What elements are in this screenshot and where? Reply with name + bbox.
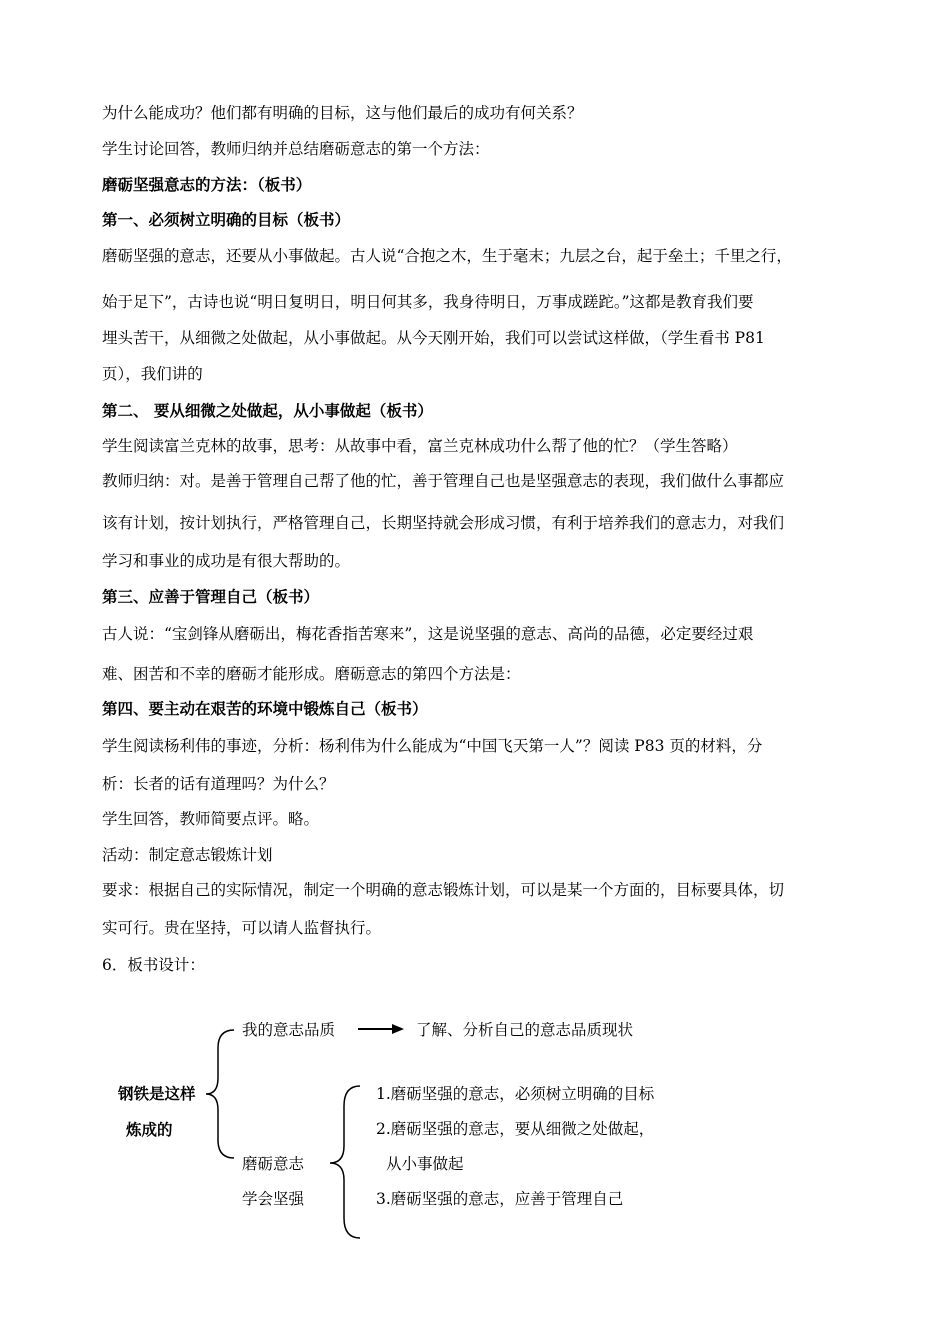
paragraph-line: 析：长者的话有道理吗？为什么？ (102, 775, 335, 793)
arrow-head (392, 1024, 404, 1034)
paragraph-line: 要求：根据自己的实际情况，制定一个明确的意志锻炼计划，可以是某一个方面的，目标要具体，切 (102, 881, 785, 899)
diagram-root-title: 钢铁是这样 (118, 1084, 196, 1103)
paragraph-line: 磨砺坚强的意志，还要从小事做起。古人说“合抱之木，生于毫末；九层之台，起于垒土；千里之行， (102, 247, 792, 265)
section-heading: 第四、要主动在艰苦的环境中锻炼自己（板书） (102, 699, 428, 718)
diagram-list-item: 1.磨砺坚强的意志，必须树立明确的目标 (376, 1085, 655, 1103)
paragraph-line: 学习和事业的成功是有很大帮助的。 (102, 552, 351, 570)
paragraph-line: 古人说：“宝剑锋从磨砺出，梅花香指苦寒来”，这是说坚强的意志、高尚的品德，必定要经过艰 (102, 625, 754, 643)
diagram-branch-label: 我的意志品质 (242, 1021, 336, 1039)
paragraph-line: 学生阅读杨利伟的事迹，分析：杨利伟为什么能成为“中国飞天第一人”？阅读 P83 页的材料，分 (102, 737, 763, 755)
diagram-root-title: 炼成的 (126, 1120, 173, 1139)
outer-brace (206, 1030, 234, 1158)
diagram-list-item: 2.磨砺坚强的意志，要从细微之处做起， (376, 1120, 655, 1138)
section-heading: 第二、 要从细微之处做起，从小事做起（板书） (102, 401, 433, 420)
paragraph-line: 学生阅读富兰克林的故事，思考：从故事中看，富兰克林成功什么帮了他的忙？（学生答略） (102, 437, 738, 455)
paragraph-line: 教师归纳：对。是善于管理自己帮了他的忙，善于管理自己也是坚强意志的表现，我们做什么事都应 (102, 472, 785, 490)
paragraph-line: 活动：制定意志锻炼计划 (102, 846, 273, 864)
section-heading: 第三、应善于管理自己（板书） (102, 587, 320, 606)
paragraph-line: 页），我们讲的 (102, 365, 203, 383)
diagram-list-item: 从小事做起 (386, 1155, 464, 1173)
paragraph-line: 难、困苦和不幸的磨砺才能形成。磨砺意志的第四个方法是： (102, 665, 521, 683)
section-heading: 第一、必须树立明确的目标（板书） (102, 210, 351, 229)
paragraph-line: 实可行。贵在坚持，可以请人监督执行。 (102, 919, 382, 937)
paragraph-line: 6．板书设计： (102, 956, 205, 974)
paragraph-line: 始于足下”，古诗也说“明日复明日，明日何其多，我身待明日，万事成蹉跎。”这都是教育我们要 (102, 293, 754, 311)
paragraph-line: 为什么能成功？他们都有明确的目标，这与他们最后的成功有何关系？ (102, 104, 583, 122)
diagram-list-item: 3.磨砺坚强的意志，应善于管理自己 (376, 1190, 624, 1208)
diagram-branch-label: 学会坚强 (242, 1190, 305, 1208)
section-heading: 磨砺坚强意志的方法：（板书） (102, 175, 312, 194)
paragraph-line: 学生回答，教师简要点评。略。 (102, 810, 320, 828)
paragraph-line: 该有计划，按计划执行，严格管理自己，长期坚持就会形成习惯，有利于培养我们的意志力，对我们 (102, 514, 785, 532)
diagram-branch-label: 磨砺意志 (242, 1155, 305, 1173)
diagram-branch-result: 了解、分析自己的意志品质现状 (416, 1021, 634, 1039)
paragraph-line: 埋头苦干，从细微之处做起，从小事做起。从今天刚开始，我们可以尝试这样做，（学生看书 P81 (102, 329, 765, 347)
inner-brace (330, 1086, 360, 1238)
paragraph-line: 学生讨论回答，教师归纳并总结磨砺意志的第一个方法： (102, 140, 490, 158)
